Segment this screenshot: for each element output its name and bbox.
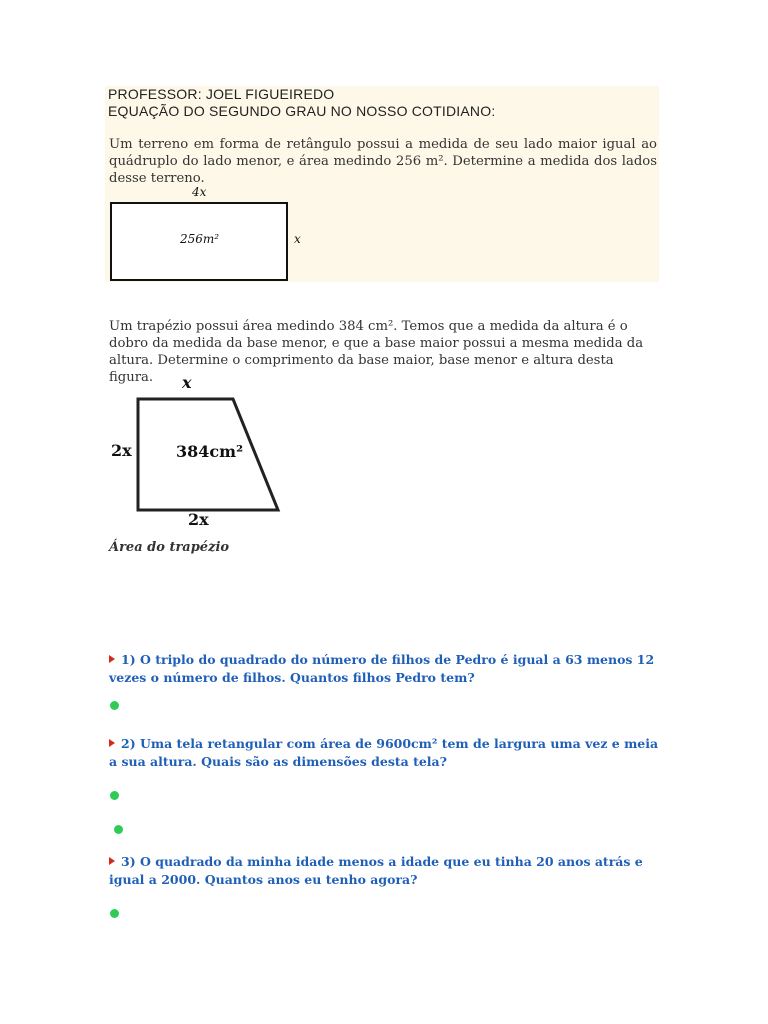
trap-area-label: 384cm²: [176, 442, 244, 461]
professor-line: PROFESSOR: JOEL FIGUEIREDO: [108, 86, 335, 102]
question-1: [109, 651, 661, 687]
question-3-text: 3) O quadrado da minha idade menos a idade que eu tinha 20 anos atrás e igual a 2000. Quantos anos eu tenho agora?: [109, 854, 643, 887]
question-3: [109, 853, 665, 889]
arrow-icon: [109, 739, 115, 747]
rect-side-label: x: [294, 232, 301, 246]
trap-top-label: x: [182, 373, 192, 392]
question-2-text: 2) Uma tela retangular com área de 9600cm² tem de largura uma vez e meia a sua altura. Quais são as dimensões desta tela?: [109, 736, 659, 769]
problem2-text: Um trapézio possui área medindo 384 cm². Temos que a medida da altura é o dobro da medida da base menor, e que a base maior possui a mesma medida da altura. Determine o comprimento da base maior, base menor e altura desta figura.: [109, 319, 644, 385]
question-1-text: 1) O triplo do quadrado do número de filhos de Pedro é igual a 63 menos 12 vezes o número de filhos. Quantos filhos Pedro tem?: [109, 652, 655, 685]
trap-bottom-label: 2x: [188, 510, 209, 529]
arrow-icon: [109, 857, 115, 865]
question-2: [109, 735, 661, 771]
problem1-text: Um terreno em forma de retângulo possui a medida de seu lado maior igual ao quádruplo do lado menor, e área medindo 256 m². Determine a medida dos lados desse terreno.: [109, 137, 657, 186]
page-title: EQUAÇÃO DO SEGUNDO GRAU NO NOSSO COTIDIANO:: [108, 103, 496, 119]
rect-area-label: 256m²: [180, 232, 220, 246]
trapezoid-caption: Área do trapézio: [109, 540, 230, 555]
green-bullet-icon: [110, 909, 119, 918]
green-bullet-icon: [110, 701, 119, 710]
rect-top-label: 4x: [192, 185, 207, 199]
green-bullet-icon: [114, 825, 123, 834]
trap-left-label: 2x: [111, 441, 132, 460]
green-bullet-icon: [110, 791, 119, 800]
arrow-icon: [109, 655, 115, 663]
